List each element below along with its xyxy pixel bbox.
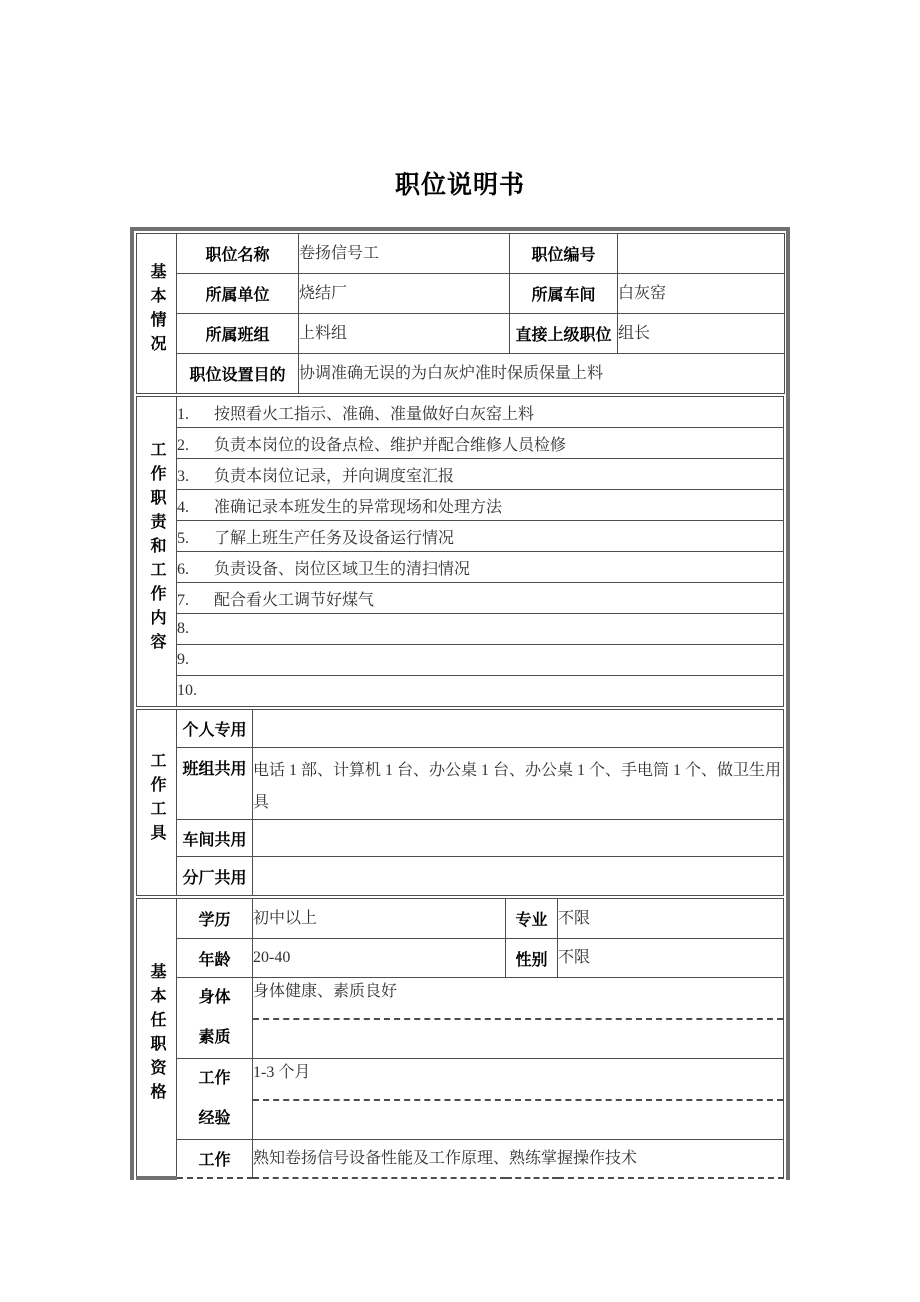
experience-value: 1-3 个月	[253, 1064, 311, 1081]
duty-number: 3.	[177, 467, 189, 485]
duty-item-row	[137, 552, 784, 583]
major-value: 不限	[558, 899, 784, 939]
sidebar-qualifications-label: 基本任职资格	[148, 962, 165, 1107]
experience-label	[177, 1059, 253, 1140]
education-label: 学历	[177, 899, 253, 939]
duty-number: 1.	[177, 405, 189, 423]
sidebar-tools-label: 工作工具	[148, 752, 165, 848]
unit-value: 烧结厂	[299, 274, 510, 314]
duty-item-row	[137, 428, 784, 459]
duty-item	[177, 459, 784, 490]
table-row	[137, 820, 784, 857]
duty-text: 配合看火工调节好煤气	[214, 591, 375, 609]
dashed-divider	[253, 1018, 783, 1020]
duty-item	[177, 428, 784, 459]
duty-item	[177, 614, 784, 645]
dashed-divider	[253, 1099, 783, 1101]
sidebar-qualifications	[137, 899, 177, 1178]
physique-value: 身体健康、素质良好	[253, 983, 398, 1000]
table-row-page-cut	[137, 1140, 784, 1178]
team-value: 上料组	[299, 314, 510, 354]
workshop-value: 白灰窑	[618, 274, 785, 314]
workshop-tools-label: 车间共用	[177, 820, 253, 857]
personal-tools-value	[253, 710, 784, 748]
personal-tools-label: 个人专用	[177, 710, 253, 748]
duty-item-row	[137, 397, 784, 428]
table-row	[137, 978, 784, 1059]
table-row	[137, 939, 784, 978]
duty-item	[177, 552, 784, 583]
superior-label: 直接上级职位	[510, 314, 618, 354]
experience-label-line1: 工作	[198, 1070, 231, 1087]
experience-label-line2: 经验	[198, 1110, 231, 1127]
physique-value-cell	[253, 978, 784, 1059]
duty-item	[177, 490, 784, 521]
sidebar-tools	[137, 710, 177, 896]
factory-tools-value	[253, 857, 784, 896]
duty-text: 了解上班生产任务及设备运行情况	[214, 529, 455, 547]
superior-value: 组长	[618, 314, 785, 354]
experience-value-cell	[253, 1059, 784, 1140]
sidebar-duties-label: 工作职责和工作内容	[148, 441, 165, 657]
purpose-label: 职位设置目的	[177, 354, 299, 394]
duty-item	[177, 583, 784, 614]
job-description-table	[130, 227, 790, 1180]
duty-number: 8.	[177, 620, 189, 637]
duty-item-row	[137, 521, 784, 552]
table-row	[137, 710, 784, 748]
sidebar-basic-info-label: 基本情况	[148, 263, 165, 359]
team-tools-value: 电话 1 部、计算机 1 台、办公桌 1 台、办公桌 1 个、手电筒 1 个、做卫生用具	[253, 748, 784, 820]
duty-number: 6.	[177, 560, 189, 578]
duty-number: 5.	[177, 529, 189, 547]
purpose-value: 协调准确无误的为白灰炉准时保质保量上料	[299, 354, 785, 394]
section-basic-info	[136, 233, 785, 394]
duty-item-row	[137, 459, 784, 490]
position-name-label: 职位名称	[177, 234, 299, 274]
skill-label: 工作	[177, 1140, 253, 1178]
sidebar-duties	[137, 397, 177, 707]
duty-number: 2.	[177, 436, 189, 454]
table-row	[137, 234, 785, 274]
table-row	[137, 274, 785, 314]
position-name-value: 卷扬信号工	[299, 234, 510, 274]
duty-number: 10.	[177, 682, 197, 699]
duty-item	[177, 521, 784, 552]
duty-text: 负责本岗位的设备点检、维护并配合维修人员检修	[214, 436, 567, 454]
duty-number: 9.	[177, 651, 189, 668]
duty-text: 负责本岗位记录，并向调度室汇报	[214, 467, 455, 485]
section-duties	[136, 396, 784, 707]
table-row	[137, 314, 785, 354]
duty-text: 负责设备、岗位区域卫生的清扫情况	[214, 560, 471, 578]
table-row	[137, 857, 784, 896]
workshop-tools-value	[253, 820, 784, 857]
workshop-label: 所属车间	[510, 274, 618, 314]
unit-label: 所属单位	[177, 274, 299, 314]
duty-number: 7.	[177, 591, 189, 609]
duty-item-row	[137, 490, 784, 521]
duty-text: 按照看火工指示、准确、准量做好白灰窑上料	[214, 405, 535, 423]
gender-value: 不限	[558, 939, 784, 978]
document-title: 职位说明书	[394, 171, 525, 199]
duty-item	[177, 645, 784, 676]
table-row	[137, 1059, 784, 1140]
table-row	[137, 748, 784, 820]
duty-item-row	[137, 676, 784, 707]
duty-item-row	[137, 583, 784, 614]
table-row	[137, 354, 785, 394]
duty-item	[177, 676, 784, 707]
section-qualifications	[136, 898, 784, 1180]
duty-item-row	[137, 645, 784, 676]
position-number-label: 职位编号	[510, 234, 618, 274]
age-value: 20-40	[253, 939, 506, 978]
gender-label: 性别	[506, 939, 558, 978]
sidebar-basic-info	[137, 234, 177, 394]
skill-value: 熟知卷扬信号设备性能及工作原理、熟练掌握操作技术	[253, 1140, 784, 1178]
age-label: 年龄	[177, 939, 253, 978]
physique-label	[177, 978, 253, 1059]
physique-label-line2: 素质	[198, 1029, 231, 1046]
team-label: 所属班组	[177, 314, 299, 354]
team-tools-label: 班组共用	[177, 748, 253, 820]
table-row	[137, 899, 784, 939]
duty-text: 准确记录本班发生的异常现场和处理方法	[214, 498, 503, 516]
section-tools	[136, 709, 784, 896]
education-value: 初中以上	[253, 899, 506, 939]
physique-label-line1: 身体	[198, 989, 231, 1006]
duty-item-row	[137, 614, 784, 645]
duty-item	[177, 397, 784, 428]
major-label: 专业	[506, 899, 558, 939]
duty-number: 4.	[177, 498, 189, 516]
factory-tools-label: 分厂共用	[177, 857, 253, 896]
position-number-value	[618, 234, 785, 274]
